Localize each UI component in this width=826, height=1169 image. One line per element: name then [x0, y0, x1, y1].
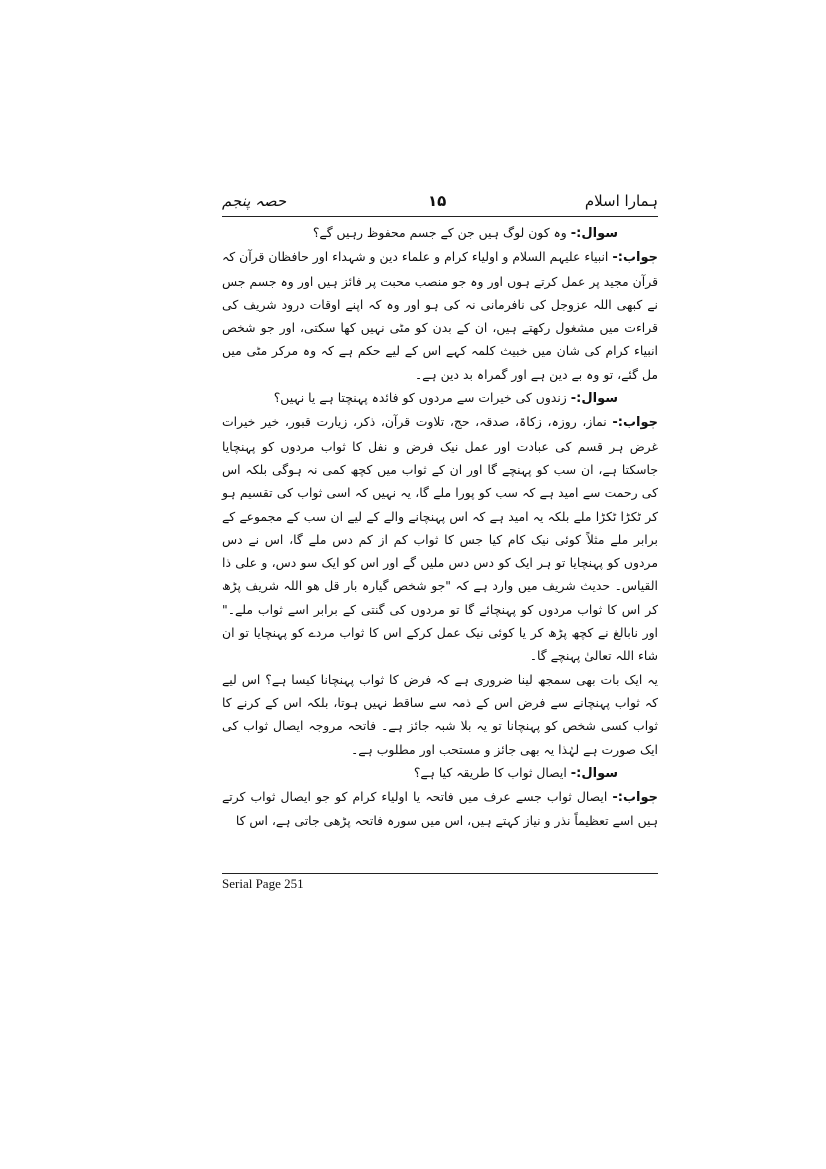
question-label: سوال:- — [570, 765, 618, 781]
question-paragraph — [222, 221, 658, 245]
answer-continuation — [222, 668, 658, 761]
question-text: زندوں کی خیرات سے مردوں کو فائدہ پہنچتا ہے یا نہیں؟ — [273, 390, 567, 406]
question-label: سوال:- — [570, 391, 618, 407]
answer-text: ایصال ثواب جسے عرف میں فاتحہ یا اولیاء کرام کو جو ایصال ثواب کرتے ہیں اسے تعظیماً نذر و نیاز کہتے ہیں، اس میں سورہ فاتحہ پڑھی جاتی ہے، اس کا — [222, 789, 658, 829]
answer-label: جواب:- — [612, 250, 658, 266]
page-number: ۱۵ — [428, 192, 447, 210]
answer-paragraph — [222, 410, 658, 667]
answer-paragraph — [222, 785, 658, 833]
answer-text: انبیاء علیہم السلام و اولیاء کرام و علماء دین و شہداء اور حافظان قرآن کہ قرآن مجید پر عمل کرتے ہوں اور وہ جو منصب محبت پر فائز ہیں اور وہ جسم جس نے کبھی اللہ عزوجل کی نافرمانی نہ کی ہو اور وہ کہ اپنے اوقات درود شریف کی قراءت میں مشغول رکھتے ہیں، ان کے بدن کو مٹی نہیں کھا سکتی، اور جو شخص انبیاء کرام کی شان میں خبیث کلمہ کہے اس کے لیے حکم ہے کہ وہ مرکر مٹی میں مل گئے، تو وہ بے دین ہے اور گمراہ بد دین ہے۔ — [222, 249, 658, 382]
page-body — [222, 221, 658, 833]
book-title: ہمارا اسلام — [584, 192, 658, 210]
part-label: حصہ پنجم — [222, 192, 287, 210]
book-page — [222, 190, 658, 833]
serial-page-number: Serial Page 251 — [222, 876, 304, 891]
question-text: ایصال ثواب کا طریقہ کیا ہے؟ — [413, 764, 567, 780]
header-rule — [222, 216, 658, 217]
page-header — [222, 190, 658, 216]
footer-rule — [222, 873, 658, 874]
question-paragraph — [222, 386, 658, 410]
question-label: سوال:- — [570, 226, 618, 241]
answer-text: نماز، روزہ، زکاۃ، صدقہ، حج، تلاوت قرآن، ذکر، زیارت قبور، خیر خیرات غرض ہر قسم کی عبادت اور عمل نیک فرض و نفل کا ثواب مردوں کو پہنچایا جاسکتا ہے، ان سب کو پہنچے گا اور ان کے ثواب میں کچھ کمی نہ ہوگی بلکہ اس کی رحمت سے امید ہے کہ سب کو پورا ملے گا، یہ نہیں کہ اسی ثواب کی تقسیم ہو کر ٹکڑا ٹکڑا ملے بلکہ یہ امید ہے کہ اس پہنچانے والے کے لیے ان سب کے مجموعے کے برابر ملے مثلاً کوئی نیک کام کیا جس کا ثواب کم از کم دس ملے گا، اس نے دس مردوں کو پہنچایا تو ہر ایک کو دس دس ملیں گے اور اس کو ایک سو دس، و علی ذا القیاس۔ حدیث شریف میں وارد ہے کہ "جو شخص گیارہ بار قل ھو اللہ شریف پڑھ کر اس کا ثواب مردوں کو پہنچائے گا تو مردوں کی گنتی کے برابر اسے ثواب ملے۔" اور نابالغ نے کچھ پڑھ کر یا کوئی نیک عمل کرکے اس کا ثواب مردے کو پہنچایا تو ان شاء اللہ تعالیٰ پہنچے گا۔ — [222, 414, 658, 664]
answer-text: یہ ایک بات بھی سمجھ لینا ضروری ہے کہ فرض کا ثواب پہنچانا کیسا ہے؟ اس لیے کہ ثواب پہنچانے سے فرض اس کے ذمہ سے ساقط نہیں ہوتا، بلکہ اس کے کرنے کا ثواب کسی شخص کو پہنچانا تو یہ بلا شبہ جائز ہے۔ فاتحہ مروجہ ایصال ثواب کی ایک صورت ہے لہٰذا یہ بھی جائز و مستحب اور مطلوب ہے۔ — [222, 671, 658, 757]
question-text: وہ کون لوگ ہیں جن کے جسم محفوظ رہیں گے؟ — [312, 225, 567, 240]
answer-label: جواب:- — [612, 415, 658, 431]
answer-paragraph — [222, 245, 658, 386]
question-paragraph — [222, 761, 658, 785]
answer-label: جواب:- — [612, 790, 658, 806]
